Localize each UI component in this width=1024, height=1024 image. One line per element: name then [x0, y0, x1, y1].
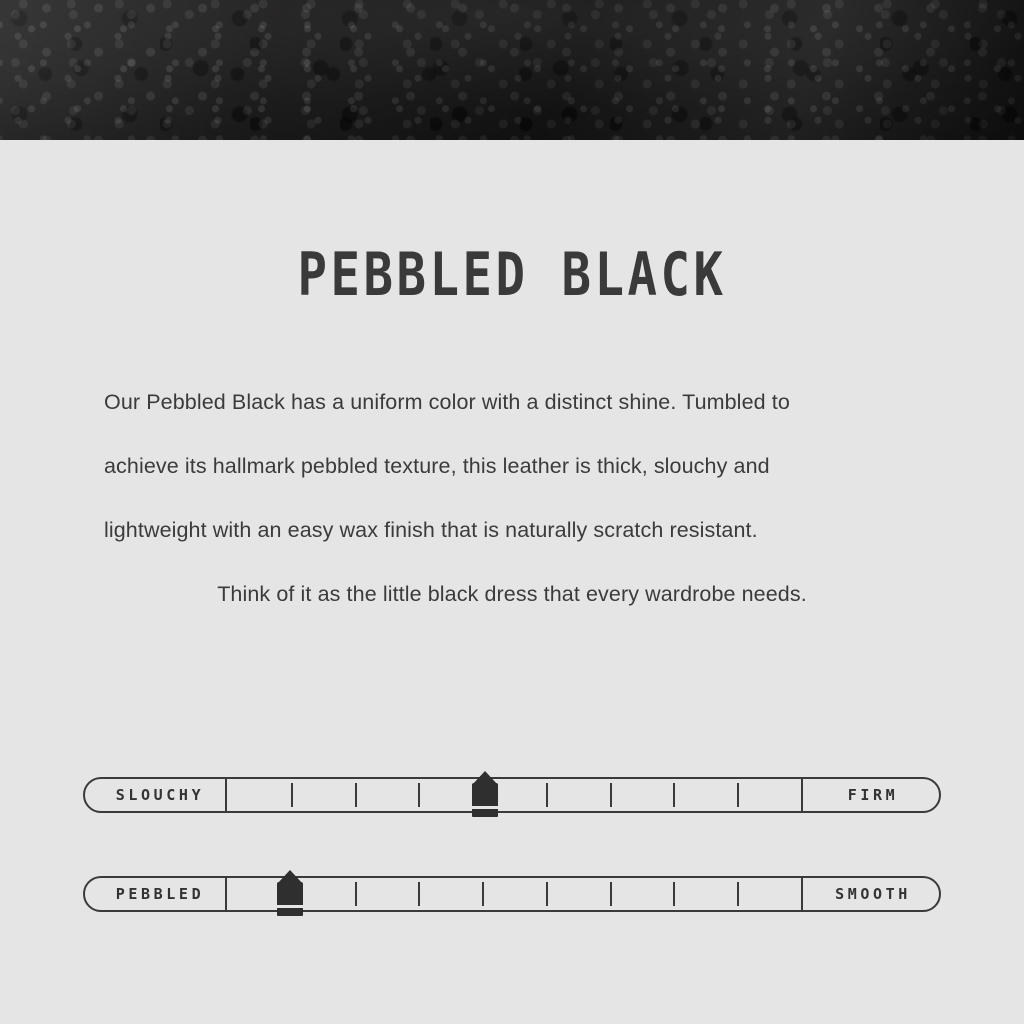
marker-foot — [277, 908, 303, 916]
scale-left-label-pebbled: PEBBLED — [85, 878, 227, 910]
scale-tick — [610, 882, 612, 906]
scale-pebbled-smooth[interactable] — [83, 876, 941, 912]
leather-vignette-overlay — [0, 0, 1024, 140]
description-line-2: achieve its hallmark pebbled texture, this leather is thick, slouchy and — [104, 454, 770, 478]
scale-slouchy-firm[interactable] — [83, 777, 941, 813]
scale-right-label-firm: FIRM — [801, 779, 939, 811]
description-line-1: Our Pebbled Black has a uniform color with a distinct shine. Tumbled to — [104, 390, 790, 414]
marker-body — [472, 783, 498, 811]
description-line-3: lightweight with an easy wax finish that is naturally scratch resistant. — [104, 518, 758, 542]
scale-tick — [546, 882, 548, 906]
scale-track-slouchy-firm[interactable] — [227, 779, 801, 811]
scale-tick — [482, 783, 484, 807]
scale-tick — [418, 882, 420, 906]
scale-tick — [737, 783, 739, 807]
scale-left-label-slouchy: SLOUCHY — [85, 779, 227, 811]
scale-right-label-smooth: SMOOTH — [801, 878, 939, 910]
scale-tick — [291, 882, 293, 906]
scale-tick — [546, 783, 548, 807]
description-line-4: Think of it as the little black dress that every wardrobe needs. — [217, 582, 807, 606]
marker-notch — [472, 806, 498, 809]
scale-tick — [355, 783, 357, 807]
scale-track-pebbled-smooth[interactable] — [227, 878, 801, 910]
description-block — [104, 370, 920, 626]
scale-tick — [737, 882, 739, 906]
leather-hero-image — [0, 0, 1024, 140]
scale-tick — [610, 783, 612, 807]
scale-tick — [418, 783, 420, 807]
page-title: PEBBLED BLACK — [297, 240, 727, 310]
marker-foot — [472, 809, 498, 817]
marker-peak — [472, 771, 498, 785]
scale-tick — [673, 882, 675, 906]
scale-tick — [482, 882, 484, 906]
scale-tick — [673, 783, 675, 807]
scale-tick — [291, 783, 293, 807]
scale-tick — [355, 882, 357, 906]
scale-marker-slouchy-firm[interactable] — [468, 773, 502, 825]
